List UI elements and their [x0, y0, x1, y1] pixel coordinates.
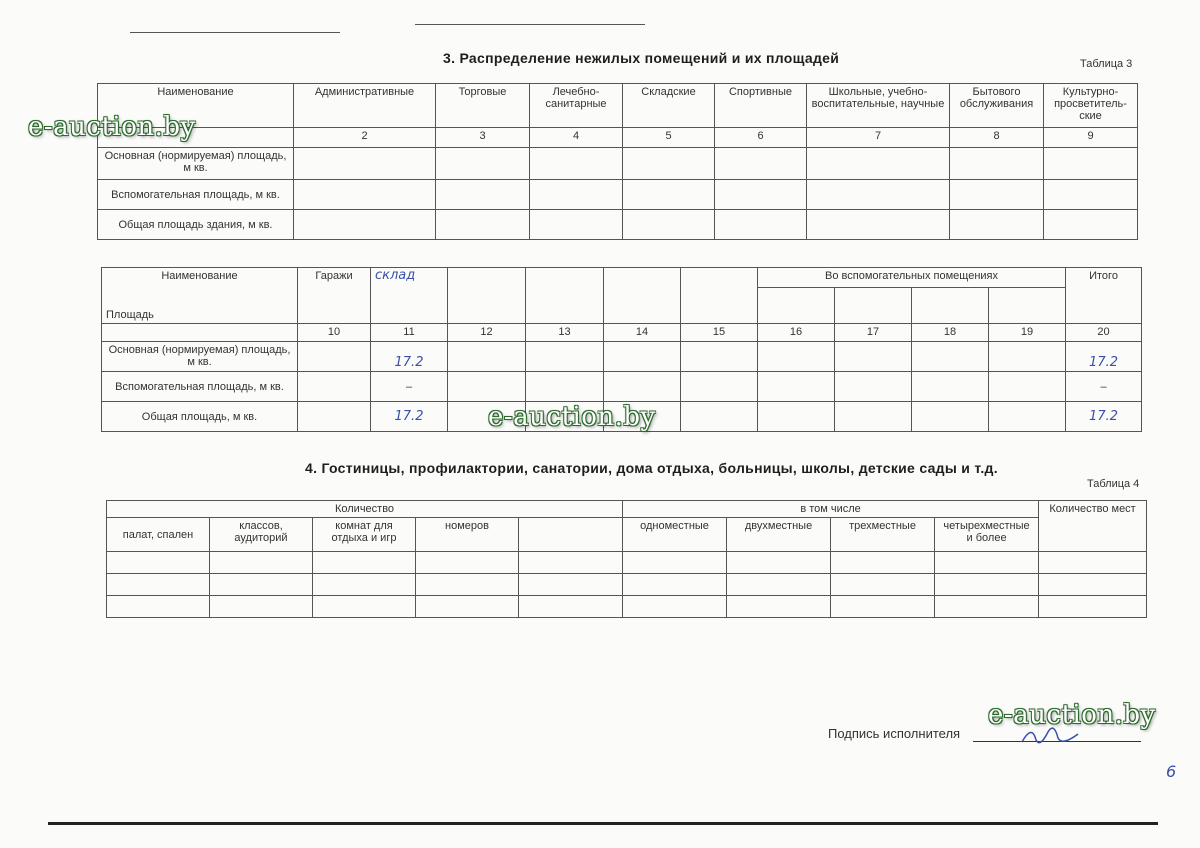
watermark-3: e-auction.by [988, 700, 1156, 730]
table4-label: Таблица 4 [1087, 478, 1140, 490]
col-11-handwritten: склад [371, 268, 448, 324]
main-area-total: 17.2 [1066, 342, 1142, 372]
num-5: 5 [623, 128, 715, 148]
col-school: Школьные, учебно-воспитательные, научные [807, 84, 950, 128]
num-18: 18 [912, 324, 989, 342]
col-rooms: номеров [416, 518, 519, 552]
num-12: 12 [448, 324, 526, 342]
group-count: Количество [107, 501, 623, 518]
col-trade: Торговые [436, 84, 530, 128]
total-area-c11: 17.2 [371, 402, 448, 432]
lower-header-area-label: Площадь [106, 309, 154, 321]
num-6: 6 [715, 128, 807, 148]
aux-area-total: – [1066, 372, 1142, 402]
col-triple: трехместные [831, 518, 935, 552]
num-15: 15 [681, 324, 758, 342]
col-classes: классов, аудиторий [210, 518, 313, 552]
lower-row-main: Основная (нормируемая) площадь, м кв. [102, 342, 298, 372]
group-aux-premises: Во вспомогательных помещениях [758, 268, 1066, 288]
num-3: 3 [436, 128, 530, 148]
col-double: двухместные [727, 518, 831, 552]
num-4: 4 [530, 128, 623, 148]
col-wards: палат, спален [107, 518, 210, 552]
col-rest-rooms: комнат для отдыха и игр [313, 518, 416, 552]
col-cultural: Культурно-просветитель-ские [1044, 84, 1138, 128]
num-17: 17 [835, 324, 912, 342]
page-mark: 6 [1166, 762, 1177, 781]
num-7: 7 [807, 128, 950, 148]
top-edge-line-right [415, 24, 645, 25]
top-edge-line-left [130, 32, 340, 33]
aux-area-c11: – [371, 372, 448, 402]
num-19: 19 [989, 324, 1066, 342]
table3-upper [97, 83, 1138, 240]
col-blank [519, 518, 623, 552]
watermark-1: e-auction.by [28, 112, 196, 142]
lower-row-total: Общая площадь, м кв. [102, 402, 298, 432]
header-name: Наименование [98, 84, 294, 128]
num-10: 10 [298, 324, 371, 342]
num-20: 20 [1066, 324, 1142, 342]
num-8: 8 [950, 128, 1044, 148]
row-main-area: Основная (нормируемая) площадь, м кв. [98, 148, 294, 180]
col-total: Итого [1066, 268, 1142, 324]
num-9: 9 [1044, 128, 1138, 148]
table4 [106, 500, 1147, 618]
col-quad: четырехместные и более [935, 518, 1039, 552]
num-14: 14 [604, 324, 681, 342]
main-area-c11: 17.2 [371, 342, 448, 372]
bottom-edge-line [48, 822, 1158, 825]
lower-row-aux: Вспомогательная площадь, м кв. [102, 372, 298, 402]
col-single: одноместные [623, 518, 727, 552]
total-area-total: 17.2 [1066, 402, 1142, 432]
lower-header-name-label: Наименование [161, 270, 238, 282]
col-household: Бытового обслуживания [950, 84, 1044, 128]
col-admin: Административные [294, 84, 436, 128]
row-total-area: Общая площадь здания, м кв. [98, 210, 294, 240]
col-places: Количество мест [1039, 501, 1147, 552]
row-aux-area: Вспомогательная площадь, м кв. [98, 180, 294, 210]
col-medical: Лечебно-санитарные [530, 84, 623, 128]
group-including: в том числе [623, 501, 1039, 518]
section4-title: 4. Гостиницы, профилактории, санатории, дома отдыха, больницы, школы, детские сады и т.д. [305, 460, 998, 476]
lower-header-name [102, 268, 298, 324]
col-garages: Гаражи [298, 268, 371, 324]
watermark-2: e-auction.by [488, 402, 656, 432]
col-storage: Складские [623, 84, 715, 128]
signature-label: Подпись исполнителя [828, 726, 961, 741]
num-16: 16 [758, 324, 835, 342]
section3-title: 3. Распределение нежилых помещений и их площадей [443, 50, 840, 66]
num-11: 11 [371, 324, 448, 342]
num-13: 13 [526, 324, 604, 342]
num-2: 2 [294, 128, 436, 148]
col-sport: Спортивные [715, 84, 807, 128]
table3-label: Таблица 3 [1080, 58, 1133, 70]
